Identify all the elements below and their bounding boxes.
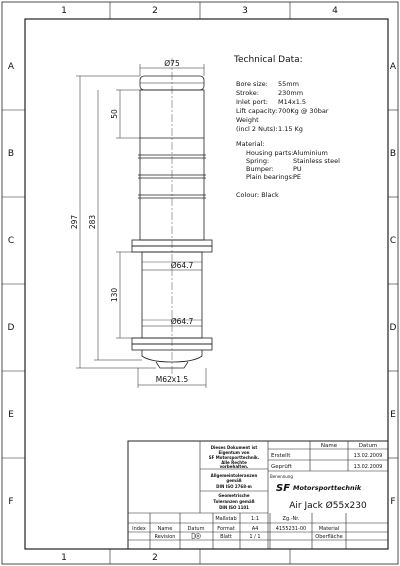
row-label-d-right: D [389,323,397,333]
spec-label: Lift capacity: [236,107,278,115]
rev-datum-header: Datum [187,526,205,532]
general-tolerance-line: DIN ISO 2768-m [216,484,252,489]
spec-value: 55mm [278,80,299,88]
revision-label: Revision [154,534,176,540]
notice-line: Eigentum von [218,450,250,455]
colour-text: Colour: Black [236,191,279,199]
material-label: Plain bearings: [246,173,295,181]
material-value: PU [293,165,302,173]
row-label-a: A [7,62,15,72]
spec-value: M14x1.5 [278,98,307,106]
dim-tube-diameter-upper: Ø64.7 [170,261,194,270]
spec-label: Weight [236,116,259,124]
projection-symbol-icon [192,533,201,539]
erstellt-label: Erstellt [271,453,291,459]
tech-data-heading: Technical Data: [234,55,303,65]
row-label-c: C [7,236,15,246]
row-label-b: B [7,149,15,159]
col-label-3: 3 [242,6,248,16]
part-title: Air Jack Ø55x230 [289,501,367,511]
geprueft-label: Geprüft [271,464,292,470]
technical-data [233,55,340,199]
massstab-label: Maßstab [215,516,237,522]
rev-index-header: Index [132,526,146,532]
material-heading: Material: [236,140,265,148]
geprueft-date: 13.02.2009 [353,464,383,470]
blatt-label: Blatt [220,534,232,540]
col-label-1: 1 [61,6,67,16]
format-value: A4 [251,526,259,532]
dim-height-297: 297 [70,214,79,230]
spec-label: Stroke: [236,89,259,97]
row-label-c-right: C [389,236,397,246]
row-label-f: F [8,497,14,507]
col-label-1-bottom: 1 [61,553,67,563]
spec-value: 230mm [278,89,304,97]
notice-line: Alle Rechte [221,460,247,465]
spec-value: 700Kg @ 30bar [278,107,329,115]
erstellt-date: 13.02.2009 [353,453,383,459]
format-label: Format [217,526,235,532]
spec-value: 1.15 Kg [278,125,303,133]
dim-thread: M62x1.5 [155,375,189,384]
blatt-value: 1 / 1 [249,534,261,540]
geometric-tolerance-line: Toleranzen gemäß [213,499,255,504]
company-logo-mark: SF [276,483,291,494]
row-label-f-right: F [390,497,396,507]
dim-height-50: 50 [110,109,119,119]
row-label-d: D [7,323,15,333]
col-label-2-bottom: 2 [152,553,158,563]
air-jack-drawing [132,58,212,380]
row-label-e: E [8,410,14,420]
dim-top-diameter: Ø75 [164,59,180,68]
material-value: Aluminium [293,149,328,157]
row-label-e-right: E [390,410,396,420]
dim-tube-diameter-lower: Ø64.7 [170,317,194,326]
material-label: Spring: [246,157,270,165]
oberflaeche-label: Oberfläche [315,534,343,540]
col-label-4: 4 [332,6,338,16]
notice-line: vorbehalten. [219,464,249,469]
header-datum: Datum [358,443,378,449]
row-label-b-right: B [389,149,397,159]
material-field-label: Material [318,526,340,532]
notice-line: SF Motorsporttechnik. [208,455,260,460]
spec-label: Bore size: [236,80,268,88]
massstab-value: 1:1 [250,516,260,522]
spec-label: Inlet port: [236,98,268,106]
zgnr-value: 4155231-00 [275,526,307,532]
material-value: Stainless steel [293,157,340,165]
dim-height-283: 283 [88,214,97,230]
rev-name-header: Name [157,526,173,532]
benennung-label: Benennung [270,474,293,479]
material-label: Housing parts: [246,149,294,157]
company-name: Motorsporttechnik [293,484,362,492]
dim-height-130: 130 [110,287,119,303]
geometric-tolerance-line: Geometrische [218,493,250,498]
spec-label: (incl 2 Nuts): [236,125,278,133]
general-tolerance-line: Allgemeintoleranzen [210,473,258,478]
row-label-a-right: A [389,62,397,72]
col-label-2: 2 [152,6,158,16]
notice-line: Dieses Dokument ist [210,445,258,450]
geometric-tolerance-line: DIN ISO 1101 [219,505,249,510]
material-value: PE [293,173,302,181]
header-name: Name [320,443,338,449]
zgnr-label: Zg.-Nr. [282,516,300,522]
company-logo [276,483,362,494]
material-label: Bumper: [246,165,274,173]
general-tolerance-line: gemäß [226,478,242,483]
